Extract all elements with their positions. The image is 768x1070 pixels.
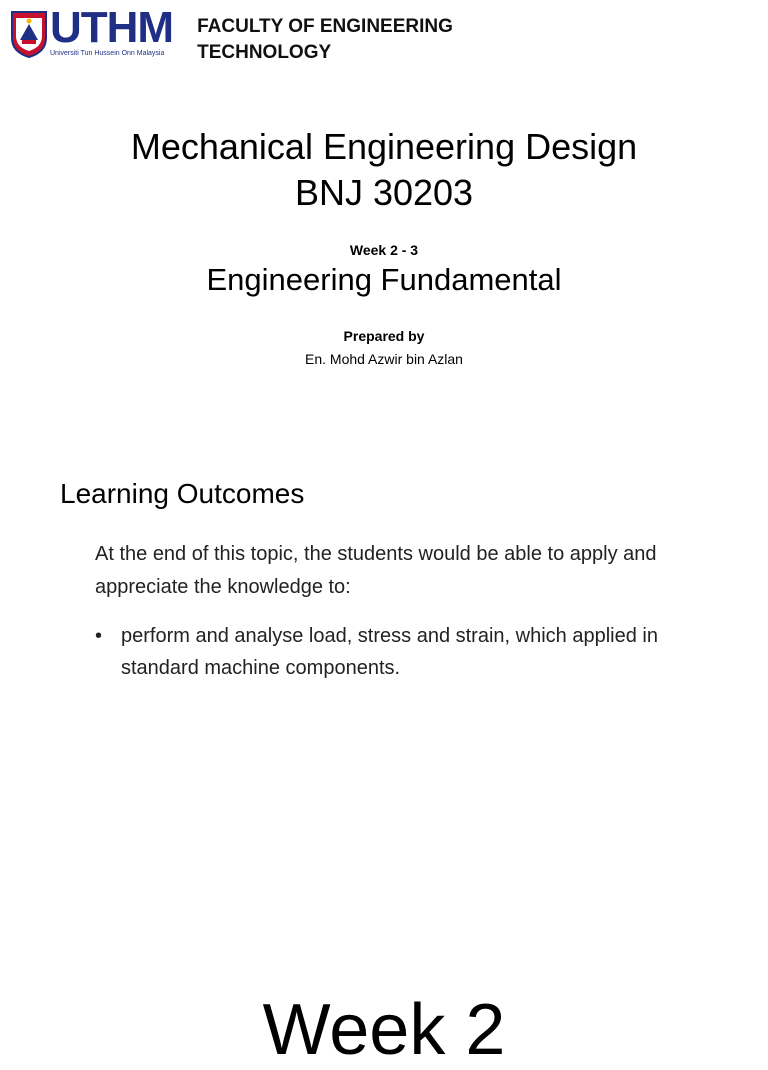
logo-subtitle: Universiti Tun Hussein Onn Malaysia [50,50,165,57]
logo-wordmark: UTHM [50,3,174,52]
learning-outcomes-heading: Learning Outcomes [60,478,305,509]
week-label: Week 2 - 3 [349,242,419,258]
course-title [0,124,768,216]
bullet-icon: • [95,625,103,647]
learning-outcomes-intro: At the end of this topic, the students would be able to apply and appreciate the knowledge to: [95,543,657,598]
course-name: Mechanical Engineering Design [130,126,638,167]
list-item [95,620,715,684]
faculty-line-1: FACULTY OF ENGINEERING [197,16,453,37]
header [10,3,453,66]
learning-outcomes-list [95,620,715,684]
uthm-logo [10,3,174,58]
title-slide [0,0,768,430]
topic-title: Engineering Fundamental [206,262,562,297]
list-item-text: perform and analyse load, stress and strain, which applied in standard machine components. [121,625,658,679]
next-slide-title: Week 2 [262,990,506,1070]
course-code: BNJ 30203 [294,172,474,213]
learning-outcomes-slide [0,430,768,970]
faculty-name [197,14,453,66]
author-name: En. Mohd Azwir bin Azlan [305,351,463,367]
crest-icon [10,10,48,58]
prepared-by-label: Prepared by [343,328,425,344]
faculty-line-2: TECHNOLOGY [197,42,332,63]
next-slide [0,970,768,1070]
